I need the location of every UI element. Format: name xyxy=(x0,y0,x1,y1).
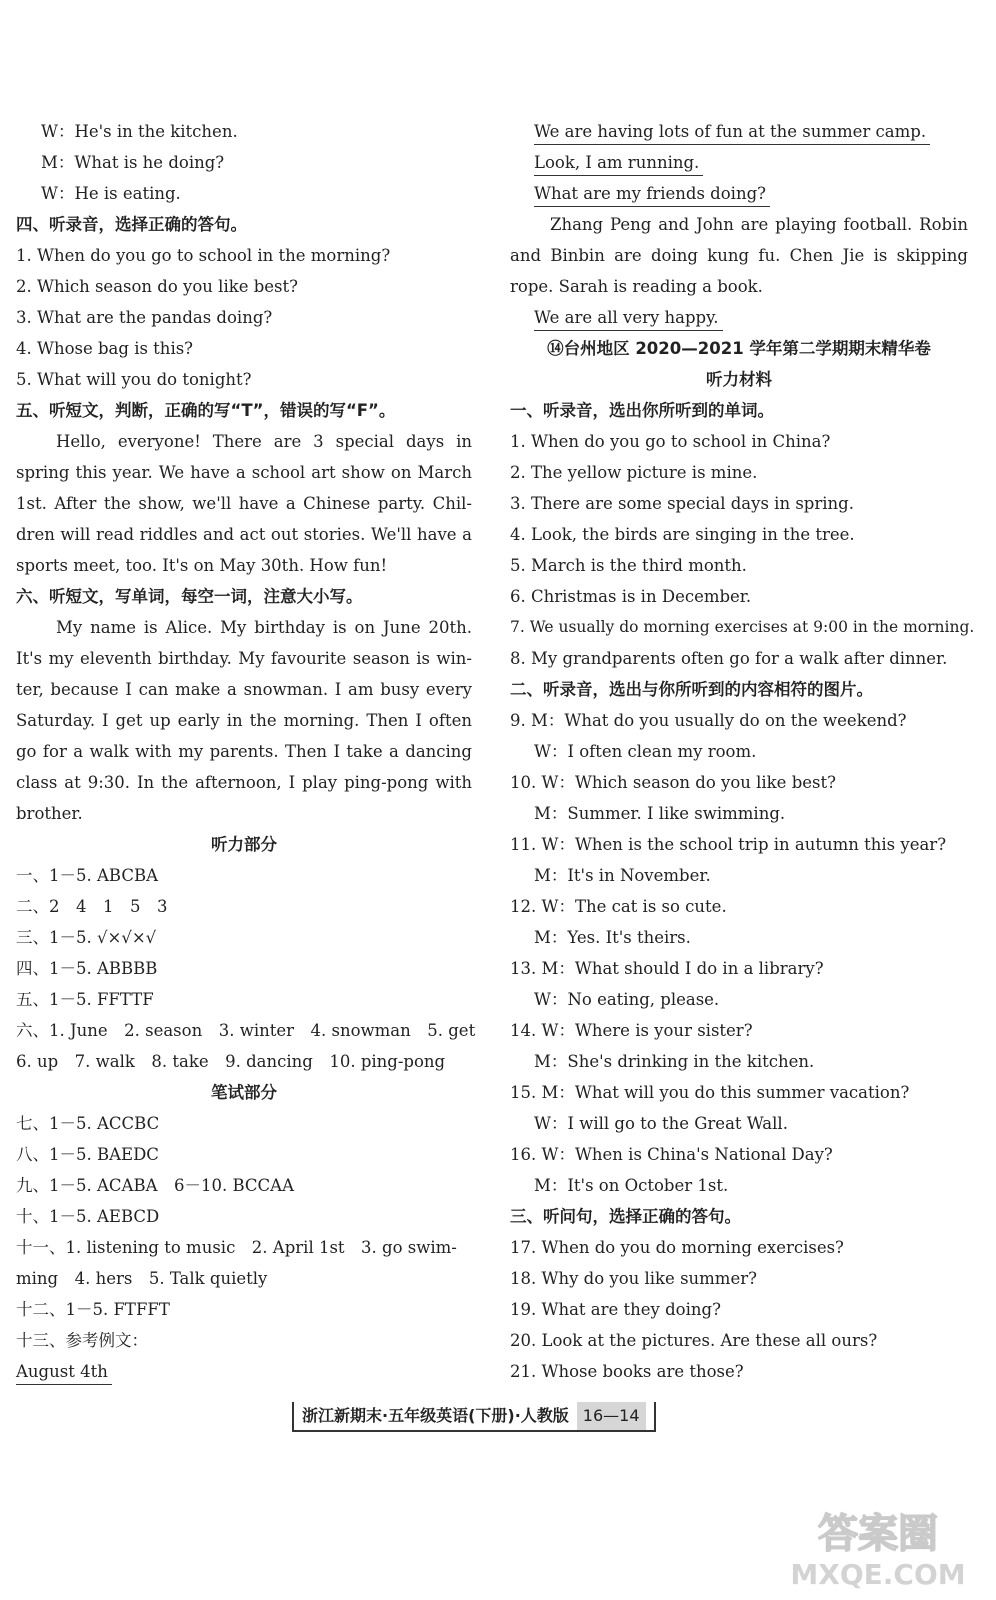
dialog-line: M：Summer. I like swimming. xyxy=(534,804,786,823)
answer-line: 二、2 4 1 5 3 xyxy=(16,897,168,916)
answer-line: 四、1－5. ABBBB xyxy=(16,959,158,978)
paragraph-line: ter, because I can make a snowman. I am busy every xyxy=(16,680,472,699)
dialog-line: M：It's on October 1st. xyxy=(534,1176,729,1195)
list-item: 1. When do you go to school in the morning? xyxy=(16,246,391,265)
paragraph-line: sports meet, too. It's on May 30th. How fun! xyxy=(16,556,388,575)
list-item: 4. Whose bag is this? xyxy=(16,339,194,358)
dialog-line: W：He is eating. xyxy=(41,184,181,203)
list-item: 1. When do you go to school in China? xyxy=(510,432,831,451)
list-item: 2. Which season do you like best? xyxy=(16,277,299,296)
dialog-line: 13. M：What should I do in a library? xyxy=(510,959,824,978)
listening-heading: 听力部分 xyxy=(211,835,277,854)
list-item: 6. Christmas is in December. xyxy=(510,587,752,606)
dialog-line: 14. W：Where is your sister? xyxy=(510,1021,753,1040)
essay-date-line xyxy=(16,1356,472,1387)
answer-line: ming 4. hers 5. Talk quietly xyxy=(16,1269,268,1288)
paragraph-line: 1st. After the show, we'll have a Chinese party. Chil- xyxy=(16,494,472,513)
list-item: 3. What are the pandas doing? xyxy=(16,308,273,327)
right-column xyxy=(510,116,975,1387)
page-number: 16—14 xyxy=(577,1402,646,1430)
answer-line: 七、1－5. ACCBC xyxy=(16,1114,160,1133)
paragraph-line: go for a walk with my parents. Then I take a dancing xyxy=(16,742,472,761)
exam-title: ⑭台州地区 2020—2021 学年第二学期期末精华卷 xyxy=(547,339,931,358)
underlined-sentence: What are my friends doing? xyxy=(534,182,770,207)
list-item: 5. What will you do tonight? xyxy=(16,370,252,389)
list-item: 2. The yellow picture is mine. xyxy=(510,463,758,482)
watermark-logo xyxy=(778,1502,978,1592)
camp-line xyxy=(510,116,968,147)
list-item: 5. March is the third month. xyxy=(510,556,747,575)
written-heading: 笔试部分 xyxy=(211,1083,277,1102)
watermark-line1: 答案圈 xyxy=(818,1511,938,1557)
material-heading: 听力材料 xyxy=(706,370,772,389)
dialog-line: 15. M：What will you do this summer vacation? xyxy=(510,1083,910,1102)
page-footer xyxy=(292,1402,656,1432)
answer-line: 6. up 7. walk 8. take 9. dancing 10. ping-pong xyxy=(16,1052,446,1071)
dialog-line: 10. W：Which season do you like best? xyxy=(510,773,836,792)
paragraph-line: spring this year. We have a school art show on March xyxy=(16,463,472,482)
answer-line: 十一、1. listening to music 2. April 1st 3. go swim- xyxy=(16,1238,457,1257)
dialog-line: M：Yes. It's theirs. xyxy=(534,928,691,947)
answer-line: 一、1－5. ABCBA xyxy=(16,866,158,885)
paragraph-line: It's my eleventh birthday. My favourite season is win- xyxy=(16,649,472,668)
answer-line: 十、1－5. AEBCD xyxy=(16,1207,160,1226)
list-item: 19. What are they doing? xyxy=(510,1300,721,1319)
paragraph-line: and Binbin are doing kung fu. Chen Jie is skipping xyxy=(510,246,968,265)
list-item: 21. Whose books are those? xyxy=(510,1362,744,1381)
dialog-line: M：What is he doing? xyxy=(41,153,225,172)
list-item: 4. Look, the birds are singing in the tree. xyxy=(510,525,855,544)
underlined-sentence: We are all very happy. xyxy=(534,306,723,331)
camp-line xyxy=(510,302,968,333)
answer-line: 五、1－5. FFTTF xyxy=(16,990,154,1009)
list-item: 17. When do you do morning exercises? xyxy=(510,1238,844,1257)
left-column xyxy=(16,116,476,1387)
list-item: 8. My grandparents often go for a walk after dinner. xyxy=(510,649,948,668)
footer-title: 浙江新期末·五年级英语(下册)·人教版 xyxy=(302,1406,569,1425)
list-item: 7. We usually do morning exercises at 9:00 in the morning. xyxy=(510,618,975,636)
dialog-line: W：He's in the kitchen. xyxy=(41,122,238,141)
paragraph-line: class at 9:30. In the afternoon, I play ping-pong with xyxy=(16,773,472,792)
paragraph-line: My name is Alice. My birthday is on June 20th. xyxy=(56,618,472,637)
camp-line xyxy=(510,178,968,209)
list-item: 3. There are some special days in spring. xyxy=(510,494,854,513)
paragraph-line: brother. xyxy=(16,804,83,823)
underlined-sentence: Look, I am running. xyxy=(534,151,703,176)
dialog-line: M：It's in November. xyxy=(534,866,711,885)
paragraph-line: Saturday. I get up early in the morning. Then I often xyxy=(16,711,472,730)
underlined-sentence: We are having lots of fun at the summer camp. xyxy=(534,120,930,145)
answer-line: 九、1－5. ACABA 6－10. BCCAA xyxy=(16,1176,294,1195)
paragraph-line: Zhang Peng and John are playing football. Robin xyxy=(550,215,968,234)
dialog-line: M：She's drinking in the kitchen. xyxy=(534,1052,815,1071)
paragraph-line: dren will read riddles and act out stories. We'll have a xyxy=(16,525,472,544)
section-heading: 三、听问句，选择正确的答句。 xyxy=(510,1207,741,1226)
answer-line: 十三、参考例文： xyxy=(16,1331,148,1350)
list-item: 18. Why do you like summer? xyxy=(510,1269,757,1288)
dialog-line: W：I will go to the Great Wall. xyxy=(534,1114,788,1133)
camp-line xyxy=(510,147,968,178)
section-heading: 二、听录音，选出与你所听到的内容相符的图片。 xyxy=(510,680,873,699)
paragraph-line: rope. Sarah is reading a book. xyxy=(510,277,763,296)
watermark-line2: MXQE.COM xyxy=(790,1558,966,1591)
dialog-line: W：I often clean my room. xyxy=(534,742,757,761)
paragraph-line: Hello, everyone! There are 3 special days in xyxy=(56,432,472,451)
section-heading: 五、听短文，判断，正确的写“T”，错误的写“F”。 xyxy=(16,401,396,420)
section-heading: 六、听短文，写单词，每空一词，注意大小写。 xyxy=(16,587,363,606)
answer-line: 六、1. June 2. season 3. winter 4. snowman 5. get xyxy=(16,1021,476,1040)
answer-line: 八、1－5. BAEDC xyxy=(16,1145,159,1164)
answer-line: 三、1－5. √×√×√ xyxy=(16,928,157,947)
essay-date: August 4th xyxy=(16,1360,112,1385)
section-heading: 一、听录音，选出你所听到的单词。 xyxy=(510,401,774,420)
dialog-line: 12. W：The cat is so cute. xyxy=(510,897,727,916)
list-item: 20. Look at the pictures. Are these all ours? xyxy=(510,1331,878,1350)
dialog-line: 11. W：When is the school trip in autumn this year? xyxy=(510,835,947,854)
dialog-line: 9. M：What do you usually do on the weekend? xyxy=(510,711,907,730)
dialog-line: W：No eating, please. xyxy=(534,990,720,1009)
section-heading: 四、听录音，选择正确的答句。 xyxy=(16,215,247,234)
answer-line: 十二、1－5. FTFFT xyxy=(16,1300,170,1319)
dialog-line: 16. W：When is China's National Day? xyxy=(510,1145,833,1164)
